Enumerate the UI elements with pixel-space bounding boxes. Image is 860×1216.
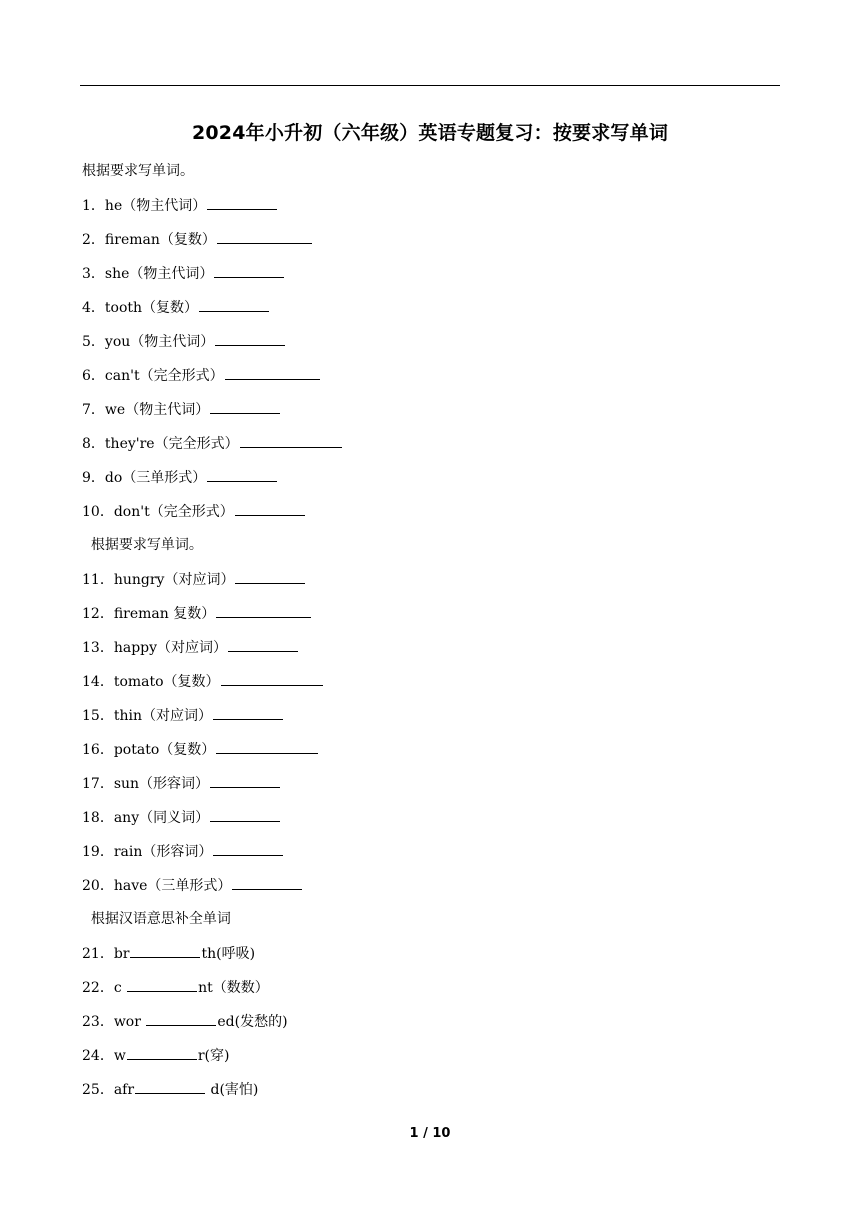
question-item: 23．wor ed(发愁的) <box>82 1011 288 1031</box>
question-item: 7．we（物主代词） <box>82 399 281 419</box>
question-item: 22．c nt（数数） <box>82 977 269 997</box>
question-item: 3．she（物主代词） <box>82 263 285 283</box>
answer-blank[interactable] <box>135 1079 205 1094</box>
question-item: 9．do（三单形式） <box>82 467 278 487</box>
section-instruction: 根据要求写单词。 <box>82 537 203 553</box>
answer-blank[interactable] <box>127 1045 197 1060</box>
question-item: 14．tomato（复数） <box>82 671 324 691</box>
answer-blank[interactable] <box>210 807 280 822</box>
answer-blank[interactable] <box>207 195 277 210</box>
answer-blank[interactable] <box>146 1011 216 1026</box>
question-item: 11．hungry（对应词） <box>82 569 306 589</box>
question-item: 19．rain（形容词） <box>82 841 284 861</box>
answer-blank[interactable] <box>221 671 323 686</box>
question-item: 13．happy（对应词） <box>82 637 299 657</box>
question-item: 2．fireman（复数） <box>82 229 313 249</box>
answer-blank[interactable] <box>232 875 302 890</box>
answer-blank[interactable] <box>130 943 200 958</box>
question-item: 6．can't（完全形式） <box>82 365 321 385</box>
answer-blank[interactable] <box>215 331 285 346</box>
question-item: 15．thin（对应词） <box>82 705 284 725</box>
question-item: 25．afr d(害怕) <box>82 1079 258 1099</box>
question-item: 1．he（物主代词） <box>82 195 278 215</box>
question-item: 10．don't（完全形式） <box>82 501 306 521</box>
answer-blank[interactable] <box>216 739 318 754</box>
answer-blank[interactable] <box>210 399 280 414</box>
answer-blank[interactable] <box>210 773 280 788</box>
answer-blank[interactable] <box>225 365 320 380</box>
question-item: 5．you（物主代词） <box>82 331 286 351</box>
question-item: 16．potato（复数） <box>82 739 319 759</box>
answer-blank[interactable] <box>127 977 197 992</box>
answer-blank[interactable] <box>199 297 269 312</box>
answer-blank[interactable] <box>213 841 283 856</box>
answer-blank[interactable] <box>235 501 305 516</box>
answer-blank[interactable] <box>214 263 284 278</box>
question-item: 24．w r(穿) <box>82 1045 229 1065</box>
answer-blank[interactable] <box>216 603 311 618</box>
question-item: 18．any（同义词） <box>82 807 281 827</box>
page-title: 2024年小升初（六年级）英语专题复习：按要求写单词 <box>191 122 669 144</box>
section-instruction: 根据汉语意思补全单词 <box>82 911 231 927</box>
question-item: 20．have（三单形式） <box>82 875 303 895</box>
question-item: 12．fireman 复数） <box>82 603 312 623</box>
answer-blank[interactable] <box>240 433 342 448</box>
header-rule <box>80 85 780 86</box>
answer-blank[interactable] <box>235 569 305 584</box>
page-number: 1 / 10 <box>409 1126 451 1141</box>
answer-blank[interactable] <box>217 229 312 244</box>
question-item: 21．br th(呼吸) <box>82 943 255 963</box>
answer-blank[interactable] <box>228 637 298 652</box>
question-item: 4．tooth（复数） <box>82 297 270 317</box>
answer-blank[interactable] <box>213 705 283 720</box>
answer-blank[interactable] <box>207 467 277 482</box>
question-item: 17．sun（形容词） <box>82 773 281 793</box>
question-item: 8．they're（完全形式） <box>82 433 343 453</box>
section-instruction: 根据要求写单词。 <box>82 163 194 179</box>
